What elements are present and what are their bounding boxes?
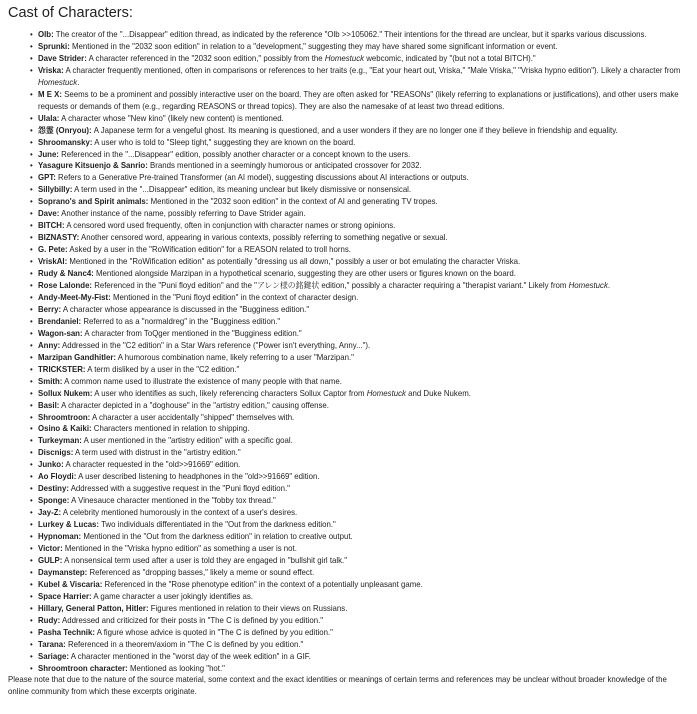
bullet-icon: • [30,520,33,530]
list-item [28,615,689,627]
list-item [28,412,689,424]
list-item [28,579,689,591]
character-description: and Duke Nukem. [405,388,471,398]
list-item [28,41,689,53]
character-name: Jay-Z: [38,508,62,518]
character-name: Hillary, General Patton, Hitler: [38,603,149,613]
character-name: Sprunki: [38,41,70,51]
bullet-icon: • [30,221,33,231]
character-description: Mentioned in the "2032 soon edition" in the context of AI and generating TV tropes. [148,197,438,207]
character-name: GULP: [38,555,63,565]
character-name: Osino & Kaiki: [38,424,92,434]
character-description: Characters mentioned in relation to shipping. [91,424,250,434]
list-item [28,316,689,328]
bullet-icon: • [30,364,33,374]
list-item [28,172,689,184]
character-name: Kubel & Viscaria: [38,579,103,589]
character-description: Another instance of the name, possibly referring to Dave Strider again. [59,209,306,219]
bullet-icon: • [30,412,33,422]
character-name: Dave Strider: [38,53,87,63]
character-description: Addressed and criticized for their posts in "The C is defined by you edition." [60,615,324,625]
bullet-icon: • [30,508,33,518]
list-item [28,627,689,639]
list-item [28,304,689,316]
list-item [28,352,689,364]
list-item [28,388,689,400]
character-name: Turkeyman: [38,436,82,446]
character-description: A character requested in the "old>>91669" edition. [63,460,241,470]
character-description: The creator of the "...Disappear" edition thread, as indicated by the reference "Olb >>105062." Their intentions for the thread are unclear, but it sparks various discussions. [53,30,647,39]
list-item [28,244,689,256]
list-item [28,423,689,435]
bullet-icon: • [30,137,33,147]
bullet-icon: • [30,448,33,458]
character-description: A term used in the "...Disappear" edition, its meaning unclear but likely dismissive or nonsensical. [72,185,412,195]
list-item [28,208,689,220]
character-description: A term used with distrust in the "artistry edition." [73,448,241,458]
character-description: Figures mentioned in relation to their views on Russians. [148,603,348,613]
character-list [8,29,689,674]
character-description: . [607,281,611,291]
character-name: Dave: [38,209,60,219]
bullet-icon: • [30,376,33,386]
list-item [28,89,689,113]
character-description: Another censored word, appearing in various contexts, possibly referring to something negative or sexual. [79,233,448,243]
character-name: Discnigs: [38,448,74,458]
list-item [28,340,689,352]
character-description: A character whose appearance is discussed in the "Bugginess edition." [61,304,310,314]
bullet-icon: • [30,185,33,195]
bullet-icon: • [30,173,33,183]
bullet-icon: • [30,567,33,577]
character-name: Soprano's and Spirit animals: [38,197,149,207]
character-description: A Vinesauce character mentioned in the "fobby tox thread." [69,496,276,506]
bullet-icon: • [30,400,33,410]
list-item [28,495,689,507]
list-item [28,268,689,280]
character-description: A user described listening to headphones in the "old>>91669" edition. [76,472,320,482]
bullet-icon: • [30,89,33,99]
character-description: Mentioned in the "Vriska hypno edition" as something a user is not. [62,543,297,553]
character-description: Referenced in the "Rose phenotype edition" in the context of a potentially unpleasant game. [102,579,423,589]
character-name: Junko: [38,460,64,470]
character-name: Rudy: [38,615,61,625]
bullet-icon: • [30,639,33,649]
bullet-icon: • [30,125,33,135]
bullet-icon: • [30,651,33,661]
list-item [28,364,689,376]
list-item [28,280,689,292]
italic-title: Homestuck [324,53,365,63]
bullet-icon: • [30,269,33,279]
character-name: Space Harrier: [38,591,92,601]
list-item [28,639,689,651]
bullet-icon: • [30,65,33,75]
character-description: Mentioned in the "Puni floyd edition" in the context of character design. [110,292,359,302]
character-name: Olb: [38,30,54,39]
bullet-icon: • [30,161,33,171]
list-item [28,591,689,603]
character-description: A character a user accidentally "shipped" themselves with. [90,412,295,422]
character-description: A term disliked by a user in the "C2 edition." [85,364,240,374]
list-item [28,220,689,232]
list-item [28,507,689,519]
list-item [28,543,689,555]
character-description: Addressed in the "C2 edition" in a Star Wars reference ("Power isn't everything, Anny..."). [60,340,371,350]
character-description: A humorous combination name, likely referring to a user "Marzipan." [116,352,354,362]
list-item [28,483,689,495]
character-name: Rudy & Nanc4: [38,269,94,279]
bullet-icon: • [30,257,33,267]
list-item [28,292,689,304]
italic-title: Homestuck [568,281,608,291]
list-item [28,663,689,675]
character-description: Mentioned alongside Marzipan in a hypothetical scenario, suggesting they are other users or figures known on the board. [93,269,516,279]
list-item [28,184,689,196]
bullet-icon: • [30,532,33,542]
character-name: Sillybilly: [38,185,73,195]
character-description: Referenced in the "...Disappear" edition, possibly another character or a concept known to the users. [58,149,411,159]
character-description: A nonsensical term used after a user is told they are engaged in "bullshit girl talk." [62,555,348,565]
character-name: Destiny: [38,484,69,494]
bullet-icon: • [30,149,33,159]
character-name: Shroomtroon: [38,412,91,422]
character-name: Anny: [38,340,61,350]
italic-title: Homestuck [366,388,406,398]
bullet-icon: • [30,245,33,255]
list-item [28,447,689,459]
character-description: A Japanese term for a vengeful ghost. Its meaning is questioned, and a user wonders if they are no longer one if they believe in friendship and equality. [91,125,618,135]
bullet-icon: • [30,197,33,207]
character-description: Refers to a Generative Pre-trained Transformer (an AI model), suggesting discussions about AI interactions or outputs. [55,173,469,183]
character-name: TRICKSTER: [38,364,86,374]
character-description: A game character a user jokingly identifies as. [91,591,253,601]
character-name: Yasagure Kitsuenjo & Sanrio: [38,161,148,171]
character-description: A character frequently mentioned, often in comparisons or references to her traits (e.g., "Eat your heart out, Vriska," "Male Vriska," "Vriska hypno edition"). Likely a character from [63,65,681,75]
character-description: webcomic, indicated by "(but not a total BITCH)." [364,53,536,63]
character-name: June: [38,149,59,159]
character-description: Seems to be a prominent and possibly interactive user on the board. They are often asked for "REASONs" (likely referring to explanations or justifications), and other users make requests or demands of them (e.g., regarding REASONS or thread topics). They are also the namesake of at least two thread editions. [38,89,679,111]
character-name: Vriska: [38,65,64,75]
character-name: Hypnoman: [38,532,82,542]
list-item [28,651,689,663]
character-name: Rose Lalonde: [38,281,93,291]
bullet-icon: • [30,281,33,291]
character-description: A character from ToQger mentioned in the "Bugginess edition." [82,328,302,338]
closing-note: Please note that due to the nature of the source material, some context and the exact identities or meanings of certain terms and references may be unclear without broader knowledge of the online community from which these excerpts originate. [8,675,667,697]
character-name: Ulala: [38,113,60,123]
character-description: A celebrity mentioned humorously in the context of a user's desires. [61,508,298,518]
bullet-icon: • [30,496,33,506]
bullet-icon: • [30,663,33,673]
character-name: GPT: [38,173,56,183]
bullet-icon: • [30,388,33,398]
character-description: A character whose "New kino" (likely new content) is mentioned. [59,113,284,123]
bullet-icon: • [30,30,33,39]
character-description: A common name used to illustrate the existence of many people with that name. [62,376,342,386]
list-item [28,471,689,483]
character-description: A character depicted in a "doghouse" in the "artistry edition," causing offense. [59,400,329,410]
list-item [28,113,689,125]
character-description: Brands mentioned in a seemingly humorous or anticipated crossover for 2032. [147,161,422,171]
character-description: Referenced in the "Puni floyd edition" and the "アレン様の銘鍵状 edition," possibly a character requiring a "therapist variant." Likely from [92,281,569,291]
character-description: Referenced as "dropping basses," likely a meme or sound effect. [87,567,315,577]
italic-title: Homestuck [38,77,78,87]
character-name: BITCH: [38,221,65,231]
list-item [28,567,689,579]
list-item [28,531,689,543]
list-item [28,555,689,567]
character-name: M E X: [38,89,62,99]
bullet-icon: • [30,41,33,51]
list-item [28,603,689,615]
character-description: Mentioned in the "Out from the darkness edition" in relation to creative output. [81,532,353,542]
document-title: Cast of Characters: [8,5,133,21]
bullet-icon: • [30,233,33,243]
character-description: Asked by a user in the "RoWification edition" for a REASON related to troll horns. [67,245,351,255]
character-name: Victor: [38,543,63,553]
bullet-icon: • [30,543,33,553]
character-description: A figure whose advice is quoted in "The C is defined by you edition." [94,627,333,637]
bullet-icon: • [30,316,33,326]
list-item [28,400,689,412]
character-description: Mentioned in the "RoWification edition" as potentially "dressing us all down," possibly a user or bot emulating the character Vriska. [67,257,521,267]
character-name: VriskAI: [38,257,68,267]
character-description: Mentioned in the "2032 soon edition" in relation to a "development," suggesting they may have shared some significant information or event. [69,41,558,51]
list-item [28,29,689,41]
bullet-icon: • [30,603,33,613]
list-item [28,65,689,89]
bullet-icon: • [30,460,33,470]
list-item [28,160,689,172]
character-description: A user mentioned in the "artistry edition" with a specific goal. [81,436,293,446]
bullet-icon: • [30,436,33,446]
list-item [28,376,689,388]
bullet-icon: • [30,579,33,589]
character-name: Daymanstep: [38,567,88,577]
bullet-icon: • [30,304,33,314]
character-name: Sariage: [38,651,69,661]
character-description: Mentioned as looking "hot." [127,663,225,673]
bullet-icon: • [30,591,33,601]
character-name: Berry: [38,304,62,314]
bullet-icon: • [30,209,33,219]
bullet-icon: • [30,53,33,63]
character-name: Tarana: [38,639,66,649]
character-name: Shroomansky: [38,137,93,147]
list-item [28,459,689,471]
bullet-icon: • [30,484,33,494]
character-description: . [77,77,80,87]
character-name: Lurkey & Lucas: [38,520,100,530]
character-description: Two individuals differentiated in the "Out from the darkness edition." [99,520,336,530]
list-item [28,53,689,65]
list-item [28,232,689,244]
character-description: Referenced in a theorem/axiom in "The C is defined by you edition." [65,639,304,649]
character-description: A character referenced in the "2032 soon edition," possibly from the [86,53,325,63]
bullet-icon: • [30,292,33,302]
character-name: Shroomtroon character: [38,663,128,673]
list-item [28,519,689,531]
bullet-icon: • [30,352,33,362]
bullet-icon: • [30,424,33,434]
character-name: Brendaniel: [38,316,82,326]
bullet-icon: • [30,627,33,637]
character-description: A character mentioned in the "worst day of the week edition" in a GIF. [68,651,311,661]
bullet-icon: • [30,472,33,482]
bullet-icon: • [30,328,33,338]
list-item [28,196,689,208]
character-name: Andy-Meet-My-Fist: [38,292,111,302]
bullet-icon: • [30,615,33,625]
character-description: A censored word used frequently, often in conjunction with character names or strong opinions. [64,221,396,231]
character-name: Smith: [38,376,63,386]
character-name: G. Pete: [38,245,68,255]
character-name: Ao Floydi: [38,472,77,482]
character-name: Sollux Nukem: [38,388,93,398]
character-name: 怨霊 (Onryou): [38,125,92,135]
list-item [28,137,689,149]
list-item [28,125,689,137]
list-item [28,328,689,340]
character-description: A user who is told to "Sleep tight," suggesting they are known on the board. [92,137,356,147]
character-name: Sponge: [38,496,70,506]
character-name: Wagon-san: [38,328,83,338]
character-description: Referred to as a "normaldreg" in the "Bugginess edition." [81,316,281,326]
bullet-icon: • [30,555,33,565]
list-item [28,256,689,268]
list-item [28,435,689,447]
character-description: Addressed with a suggestive request in the "Puni floyd edition." [68,484,290,494]
character-name: BIZNASTY: [38,233,80,243]
character-name: Marzipan Gandhitler: [38,352,117,362]
character-description: A user who identifies as such, likely referencing characters Sollux Captor from [92,388,367,398]
character-name: Pasha Technik: [38,627,95,637]
list-item [28,149,689,161]
bullet-icon: • [30,340,33,350]
bullet-icon: • [30,113,33,123]
character-name: Basil: [38,400,60,410]
